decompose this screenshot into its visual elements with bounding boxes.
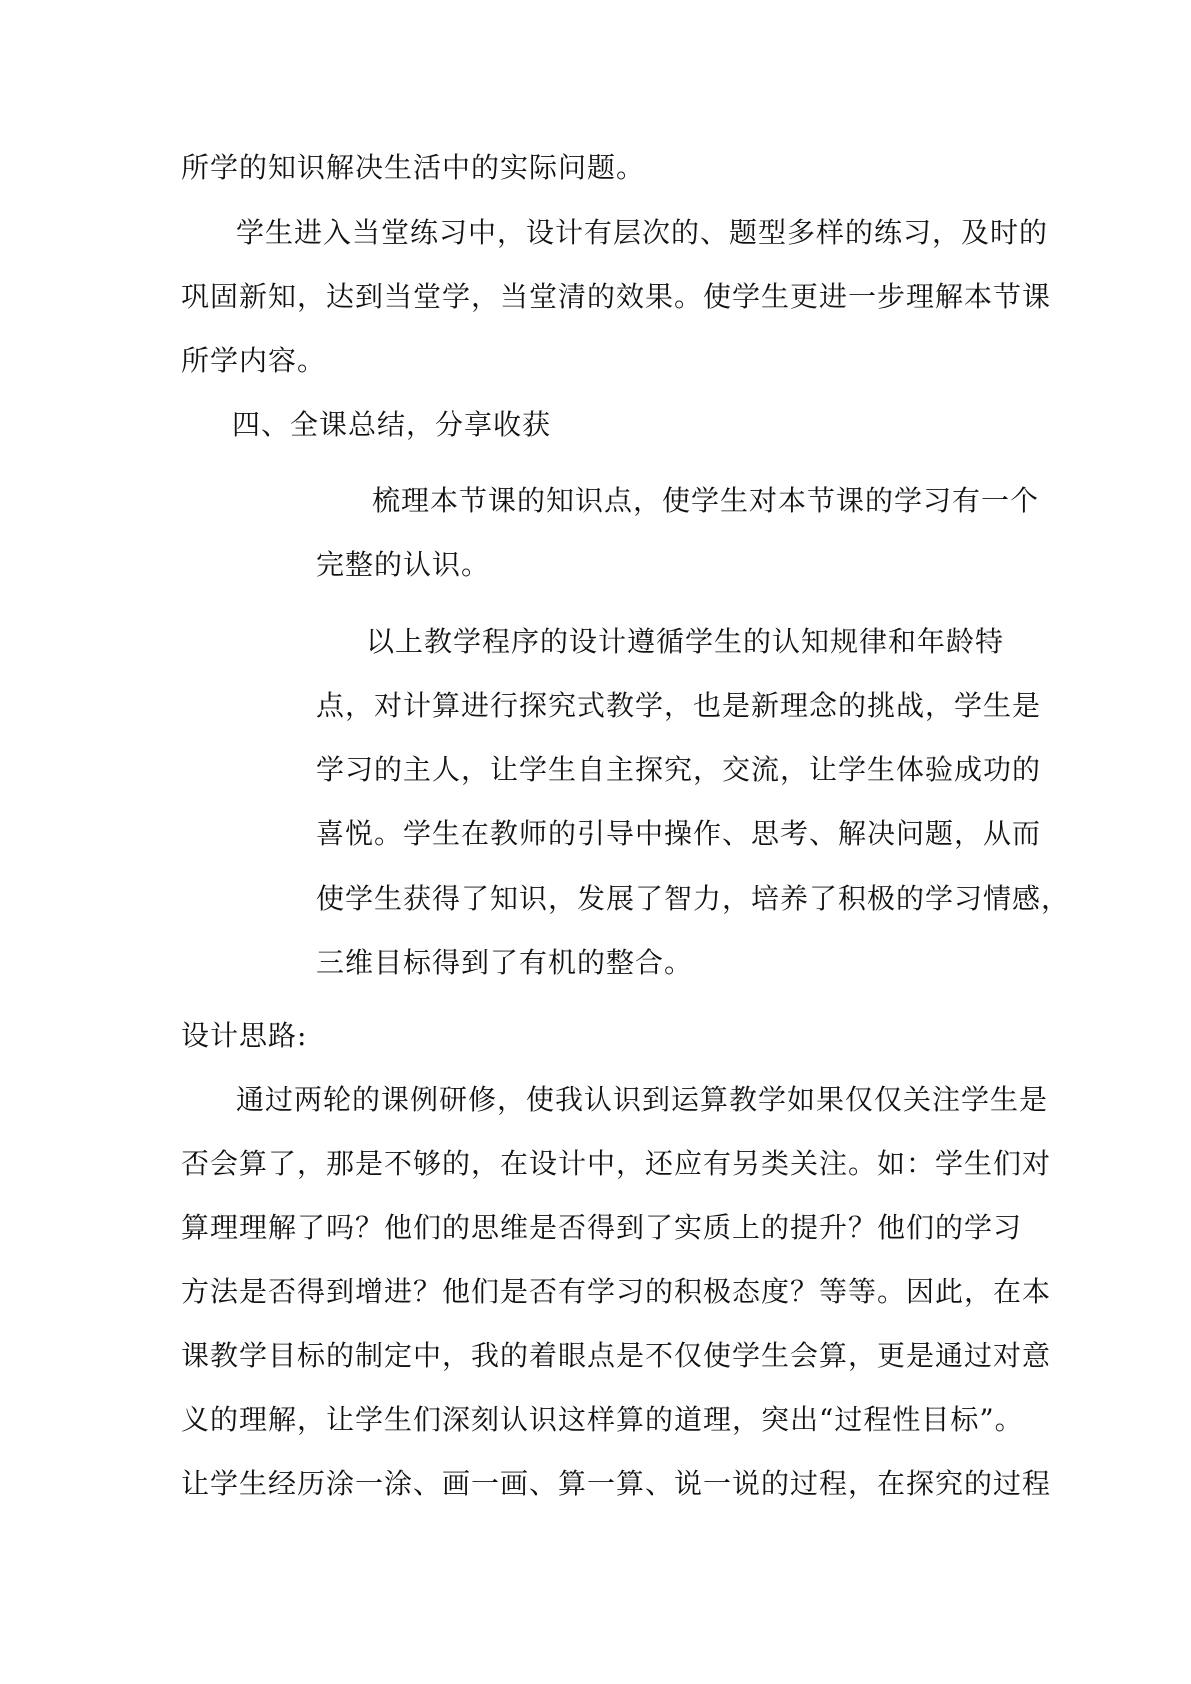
section-heading: 四、全课总结，分享收获 [232,408,552,441]
text-line-19: 课教学目标的制定中，我的着眼点是不仅使学生会算，更是通过对意 [181,1339,1052,1372]
text-line-9: 点，对计算进行探究式教学，也是新理念的挑战，学生是 [316,689,1042,722]
text-line-15: 通过两轮的课例研修，使我认识到运算教学如果仅仅关注学生是 [236,1083,1049,1116]
text-line-6: 梳理本节课的知识点，使学生对本节课的学习有一个 [372,484,1040,517]
text-line-8: 以上教学程序的设计遵循学生的认知规律和年龄特 [366,625,1005,658]
text-line-4: 所学内容。 [181,344,327,377]
text-line-20: 义的理解，让学生们深刻认识这样算的道理，突出“过程性目标”。 [181,1403,1024,1436]
text-line-3: 巩固新知，达到当堂学，当堂清的效果。使学生更进一步理解本节课 [181,280,1052,313]
text-line-7: 完整的认识。 [316,548,491,581]
text-line-1: 所学的知识解决生活中的实际问题。 [181,151,646,184]
design-ideas-heading: 设计思路: [181,1019,308,1052]
text-line-13: 三维目标得到了有机的整合。 [316,946,694,979]
text-line-18: 方法是否得到增进？他们是否有学习的积极态度？等等。因此，在本 [181,1275,1052,1308]
text-line-2: 学生进入当堂练习中，设计有层次的、题型多样的练习，及时的 [236,216,1049,249]
text-line-11: 喜悦。学生在教师的引导中操作、思考、解决问题，从而 [316,817,1042,850]
text-line-12: 使学生获得了知识，发展了智力，培养了积极的学习情感， [316,882,1071,915]
text-line-10: 学习的主人，让学生自主探究，交流，让学生体验成功的 [316,753,1042,786]
text-line-16: 否会算了，那是不够的，在设计中，还应有另类关注。如：学生们对 [181,1147,1052,1180]
text-line-17: 算理理解了吗？他们的思维是否得到了实质上的提升？他们的学习 [181,1211,1023,1244]
text-line-21: 让学生经历涂一涂、画一画、算一算、说一说的过程，在探究的过程 [181,1467,1052,1500]
